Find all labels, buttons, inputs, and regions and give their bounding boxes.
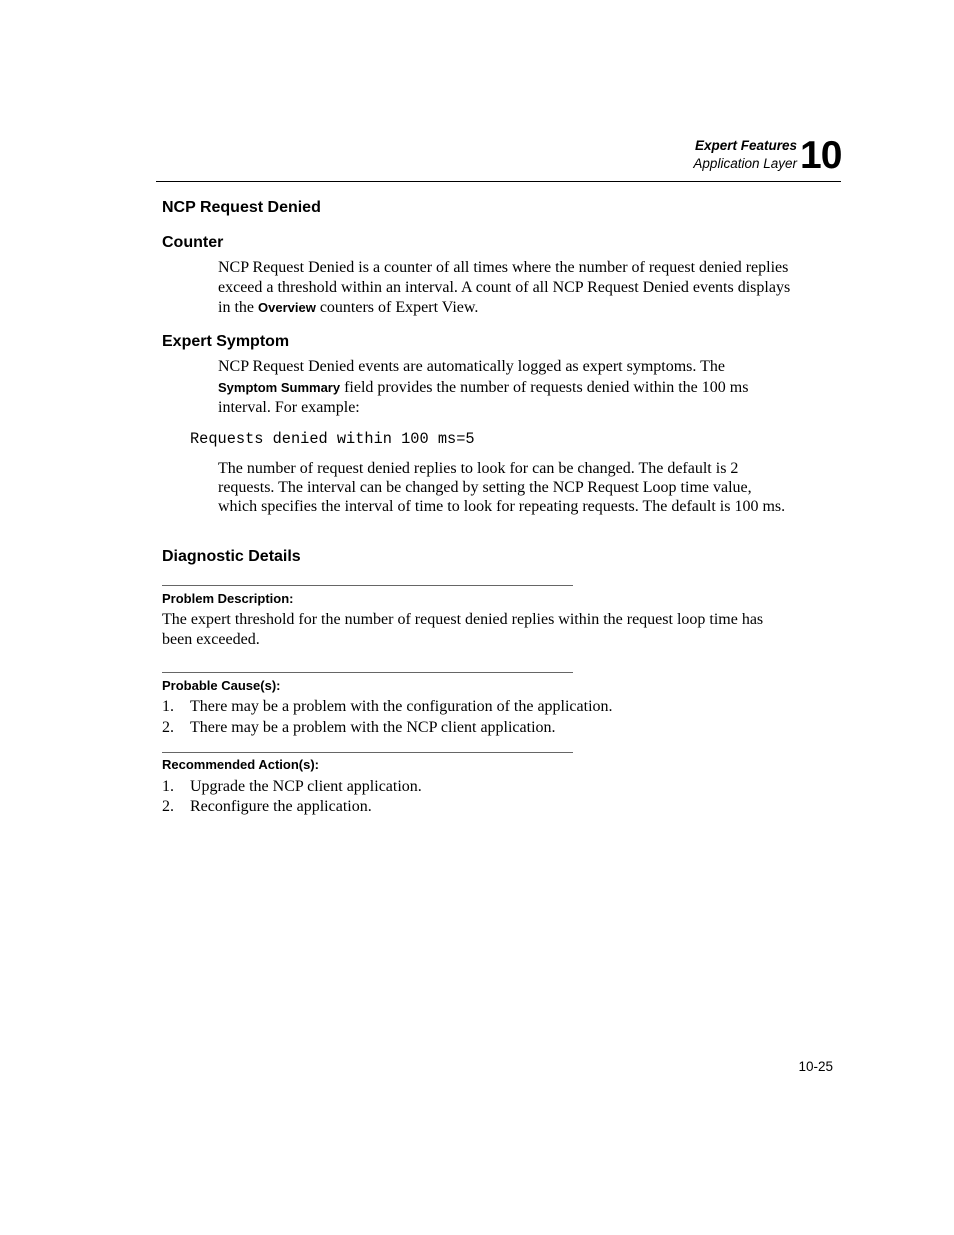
expert-symptom-paragraph: [218, 378, 798, 418]
probable-causes-label: Probable Cause(s):: [162, 678, 281, 693]
list-item: [162, 697, 613, 717]
list-item-number: 1.: [162, 698, 174, 715]
counter-paragraph: [218, 258, 792, 318]
chapter-number: 10: [800, 134, 842, 177]
expert-symptom-followup: The number of request denied replies to look for can be changed. The default is 2 requests. The interval can be changed by setting the NCP Request Loop time value, which specifies the interval of time to look for repeating requests. The default is 100 ms.: [218, 460, 786, 515]
problem-description-text: The expert threshold for the number of request denied replies within the request loop time has been exceeded.: [162, 611, 764, 648]
list-item: [162, 797, 372, 817]
diagnostic-heading: Diagnostic Details: [162, 548, 301, 565]
counter-text-before: NCP Request Denied is a counter of all times where the number of request denied replies exceed a threshold within an interval. A count of all NCP Request Denied events displays in the: [218, 259, 791, 316]
counter-heading: Counter: [162, 234, 224, 251]
list-item: [162, 718, 556, 738]
running-header-section: Expert Features: [694, 138, 797, 153]
expert-symptom-heading: Expert Symptom: [162, 333, 290, 350]
code-example: Requests denied within 100 ms=5: [190, 430, 475, 448]
header-rule: [156, 181, 841, 182]
ui-term-symptom-summary: Symptom Summary: [218, 380, 341, 395]
problem-description-label: Problem Description:: [162, 591, 294, 606]
counter-text-after: counters of Expert View.: [315, 299, 479, 316]
list-item-text: Upgrade the NCP client application.: [190, 778, 422, 795]
list-item-number: 2.: [162, 798, 174, 815]
divider-actions: [162, 752, 573, 753]
list-item-number: 2.: [162, 719, 174, 736]
expert-symptom-line1: NCP Request Denied events are automatically logged as expert symptoms. The: [218, 358, 725, 375]
recommended-actions-label: Recommended Action(s):: [162, 757, 319, 772]
divider-causes: [162, 672, 573, 673]
list-item-number: 1.: [162, 778, 174, 795]
divider-problem: [162, 585, 573, 586]
page-title: NCP Request Denied: [162, 199, 321, 216]
list-item: [162, 777, 422, 797]
page-number: 10-25: [798, 1059, 833, 1074]
expert-symptom-text-after: field provides the number of requests denied within the 100 ms interval. For example:: [218, 379, 749, 416]
list-item-text: There may be a problem with the NCP client application.: [190, 719, 556, 736]
list-item-text: Reconfigure the application.: [190, 798, 372, 815]
list-item-text: There may be a problem with the configuration of the application.: [190, 698, 613, 715]
running-header-subsection: Application Layer: [693, 156, 797, 171]
ui-term-overview: Overview: [258, 300, 316, 315]
